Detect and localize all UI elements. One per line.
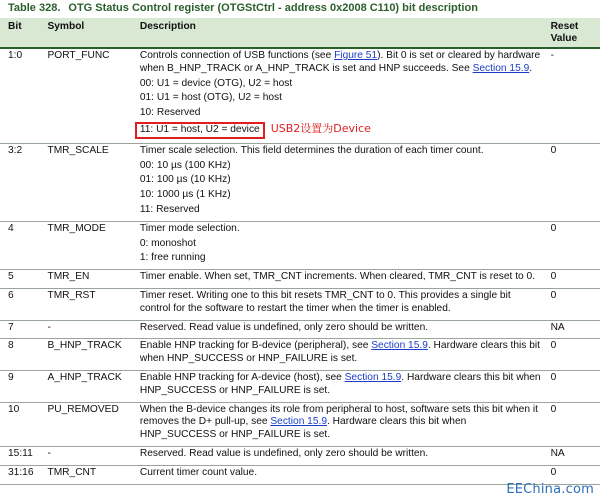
description-text: Enable HNP tracking for B-device (peripheral), see xyxy=(139,340,372,352)
cross-reference-link[interactable]: Section 15.9 xyxy=(472,62,530,74)
description-cell xyxy=(132,143,545,221)
reset-value-cell: NA xyxy=(545,446,600,465)
value-option: 01: 100 µs (10 KHz) xyxy=(139,174,231,186)
description-line xyxy=(140,63,541,76)
header-description: Description xyxy=(132,18,545,48)
description-cell xyxy=(132,339,545,371)
register-table xyxy=(0,18,600,485)
value-option: 10: 1000 µs (1 KHz) xyxy=(139,189,231,201)
table-row xyxy=(0,270,600,289)
symbol-cell: PU_REMOVED xyxy=(39,402,131,446)
reset-value-cell: 0 xyxy=(545,288,600,320)
description-text: . Hardware clears this bit when xyxy=(327,416,467,428)
table-caption xyxy=(8,2,478,14)
table-row xyxy=(0,402,600,446)
bit-cell: 6 xyxy=(0,288,39,320)
description-line xyxy=(140,353,541,366)
table-row xyxy=(0,143,600,221)
annotation-note: USB2设置为Device xyxy=(270,121,371,135)
description-line xyxy=(140,303,541,316)
symbol-cell: A_HNP_TRACK xyxy=(39,370,131,402)
description-text: Enable HNP tracking for A-device (host), see xyxy=(139,371,345,383)
description-cell xyxy=(132,370,545,402)
reset-value-cell: 0 xyxy=(545,143,600,221)
header-symbol: Symbol xyxy=(39,18,131,48)
description-line xyxy=(140,290,541,303)
value-option: 0: monoshot xyxy=(139,237,196,249)
description-cell xyxy=(132,320,545,339)
table-row xyxy=(0,446,600,465)
description-text: when HNP_SUCCESS or HNP_FAILURE is set. xyxy=(139,353,358,365)
description-line xyxy=(140,467,541,480)
value-option xyxy=(140,122,541,139)
description-text: control for the software to restart the timer when the timer is enabled. xyxy=(139,302,451,314)
table-row xyxy=(0,370,600,402)
description-text: When the B-device changes its role from peripheral to host, software sets this bit when it xyxy=(139,403,538,415)
symbol-cell: - xyxy=(39,320,131,339)
reset-value-cell: 0 xyxy=(545,465,600,484)
header-reset-value: Reset Value xyxy=(545,18,600,48)
description-line xyxy=(140,404,541,417)
bit-cell: 5 xyxy=(0,270,39,289)
value-option: 1: free running xyxy=(139,252,206,264)
description-text: Timer mode selection. xyxy=(139,222,240,234)
bit-cell: 7 xyxy=(0,320,39,339)
bit-cell: 9 xyxy=(0,370,39,402)
header-bit: Bit xyxy=(0,18,39,48)
description-text: Timer scale selection. This field determines the duration of each timer count. xyxy=(139,144,484,156)
description-line xyxy=(140,50,541,63)
description-text: Timer enable. When set, TMR_CNT increments. When cleared, TMR_CNT is reset to 0. xyxy=(139,271,536,283)
symbol-cell: TMR_SCALE xyxy=(39,143,131,221)
description-text: when B_HNP_TRACK or A_HNP_TRACK is set and HNP succeeds. See xyxy=(139,62,473,74)
description-line xyxy=(140,448,541,461)
description-line xyxy=(140,145,541,158)
symbol-cell: TMR_CNT xyxy=(39,465,131,484)
reset-value-cell: 0 xyxy=(545,270,600,289)
description-line xyxy=(140,340,541,353)
table-header-row xyxy=(0,18,600,48)
value-option: 10: Reserved xyxy=(139,107,201,119)
reset-value-cell: 0 xyxy=(545,221,600,269)
symbol-cell: - xyxy=(39,446,131,465)
description-line xyxy=(140,223,541,236)
table-row xyxy=(0,288,600,320)
description-cell xyxy=(132,48,545,143)
reset-value-cell: - xyxy=(545,48,600,143)
description-cell xyxy=(132,446,545,465)
value-option: 00: U1 = device (OTG), U2 = host xyxy=(139,77,293,89)
watermark: EEChina.com xyxy=(506,482,594,497)
description-text: removes the D+ pull-up, see xyxy=(139,416,271,428)
description-text: . Hardware clears this bit xyxy=(427,340,540,352)
bit-cell: 31:16 xyxy=(0,465,39,484)
table-row xyxy=(0,339,600,371)
description-text: . Hardware clears this bit when xyxy=(401,371,541,383)
cross-reference-link[interactable]: Section 15.9 xyxy=(270,416,328,428)
table-title: OTG Status Control register (OTGStCtrl - address 0x2008 C110) bit description xyxy=(68,2,478,14)
table-row xyxy=(0,221,600,269)
cross-reference-link[interactable]: Figure 51 xyxy=(334,50,378,61)
bit-cell: 10 xyxy=(0,402,39,446)
description-text: Timer reset. Writing one to this bit resets TMR_CNT to 0. This provides a single bit xyxy=(139,289,511,301)
symbol-cell: TMR_RST xyxy=(39,288,131,320)
highlight-box: 11: U1 = host, U2 = device xyxy=(135,122,265,139)
description-line xyxy=(140,429,541,442)
symbol-cell: PORT_FUNC xyxy=(39,48,131,143)
description-cell xyxy=(132,221,545,269)
reset-value-cell: 0 xyxy=(545,339,600,371)
reset-value-cell: 0 xyxy=(545,402,600,446)
bit-cell: 15:11 xyxy=(0,446,39,465)
description-text: HNP_SUCCESS or HNP_FAILURE is set. xyxy=(139,429,331,441)
description-line xyxy=(140,271,541,284)
cross-reference-link[interactable]: Section 15.9 xyxy=(371,340,428,352)
table-number: Table 328. xyxy=(8,2,61,14)
value-option: 11: Reserved xyxy=(139,203,200,215)
description-text: Reserved. Read value is undefined, only zero should be written. xyxy=(139,321,429,333)
bit-cell: 8 xyxy=(0,339,39,371)
description-cell xyxy=(132,465,545,484)
description-text: Controls connection of USB functions (see xyxy=(139,50,335,61)
table-row xyxy=(0,320,600,339)
description-line xyxy=(140,322,541,335)
description-text: HNP_SUCCESS or HNP_FAILURE is set. xyxy=(139,384,331,396)
bit-cell: 1:0 xyxy=(0,48,39,143)
symbol-cell: TMR_MODE xyxy=(39,221,131,269)
value-option: 00: 10 µs (100 KHz) xyxy=(139,159,231,171)
description-line xyxy=(140,372,541,385)
table-body xyxy=(0,48,600,484)
bit-cell: 3:2 xyxy=(0,143,39,221)
description-text: Reserved. Read value is undefined, only zero should be written. xyxy=(139,447,429,459)
description-text: ). Bit 0 is set or cleared by hardware xyxy=(377,50,541,61)
description-line xyxy=(140,416,541,429)
cross-reference-link[interactable]: Section 15.9 xyxy=(344,371,402,383)
description-text: Current timer count value. xyxy=(139,466,258,478)
description-text: . xyxy=(529,62,533,74)
description-cell xyxy=(132,270,545,289)
description-cell xyxy=(132,402,545,446)
symbol-cell: TMR_EN xyxy=(39,270,131,289)
value-option: 01: U1 = host (OTG), U2 = host xyxy=(139,92,282,104)
reset-value-cell: NA xyxy=(545,320,600,339)
bit-cell: 4 xyxy=(0,221,39,269)
description-cell xyxy=(132,288,545,320)
description-line xyxy=(140,385,541,398)
table-row xyxy=(0,48,600,143)
reset-value-cell: 0 xyxy=(545,370,600,402)
symbol-cell: B_HNP_TRACK xyxy=(39,339,131,371)
